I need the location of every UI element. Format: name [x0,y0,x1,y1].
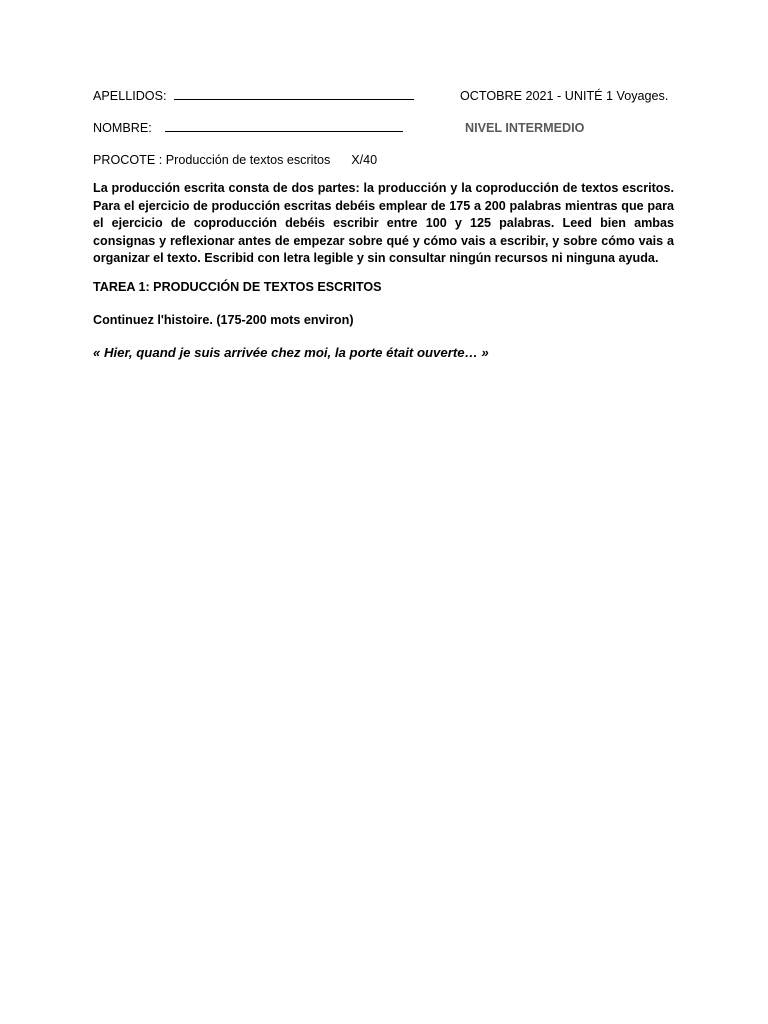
task1-quote: « Hier, quand je suis arrivée chez moi, la porte était ouverte… » [93,345,489,360]
apellidos-label: APELLIDOS: [93,89,167,103]
score-label: X/40 [351,153,378,167]
task1-prompt: Continuez l'histoire. (175-200 mots environ) [93,313,354,327]
date-unit: OCTOBRE 2021 - UNITÉ 1 Voyages. [460,89,669,103]
procote-row [93,152,377,168]
procote-label: PROCOTE : Producción de textos escritos [93,153,331,167]
nombre-row [93,120,403,136]
nivel-label: NIVEL INTERMEDIO [465,121,585,135]
apellidos-blank-line [174,88,414,100]
apellidos-row [93,88,414,104]
nombre-label: NOMBRE: [93,121,152,135]
instructions-paragraph: La producción escrita consta de dos partes: la producción y la coproducción de textos escritos. Para el ejercicio de producción escritas debéis emplear de 175 a 200 palabras mientras que para el ejercicio de coproducción debéis escribir entre 100 y 125 palabras. Leed bien ambas consignas y reflexionar antes de empezar sobre qué y cómo vais a escribir, y sobre cómo vais a organizar el texto. Escribid con letra legible y sin consultar ningún recursos ni ninguna ayuda. [93,181,674,265]
task1-title: TAREA 1: PRODUCCIÓN DE TEXTOS ESCRITOS [93,280,382,294]
nombre-blank-line [165,120,403,132]
